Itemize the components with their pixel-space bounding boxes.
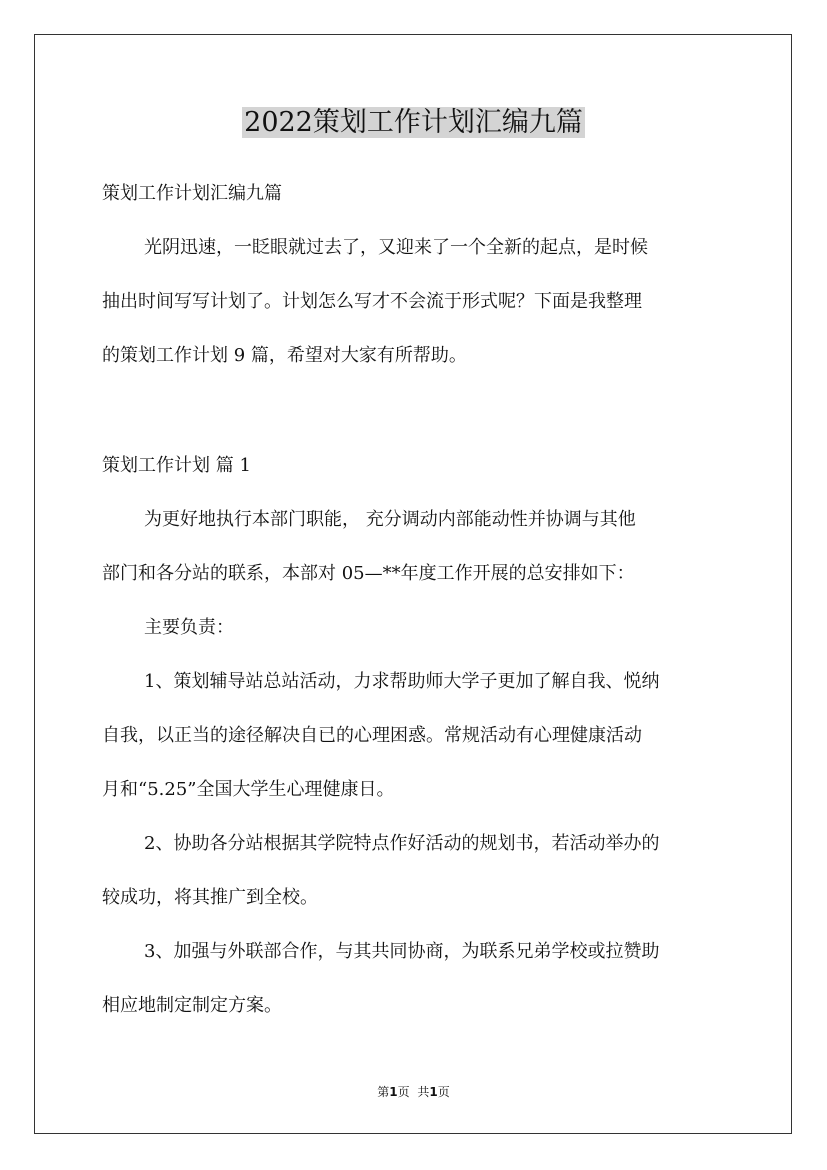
intro-line: 光阴迅速，一眨眼就过去了，又迎来了一个全新的起点，是时候: [144, 237, 648, 258]
footer-page-total: 1: [429, 1085, 438, 1099]
body-line: 较成功，将其推广到全校。: [102, 887, 318, 908]
body-line: 月和“5.25”全国大学生心理健康日。: [102, 779, 395, 800]
intro-line: 的策划工作计划 9 篇，希望对大家有所帮助。: [102, 345, 467, 366]
section-heading: 策划工作计划 篇 1: [102, 455, 251, 476]
document-title: [0, 103, 827, 143]
footer-total-prefix: 共: [417, 1085, 430, 1099]
body-line: 自我，以正当的途径解决自已的心理困惑。常规活动有心理健康活动: [102, 725, 642, 746]
body-line: 1、策划辅导站总站活动，力求帮助师大学子更加了解自我、悦纳: [144, 671, 660, 692]
footer-page-suffix: 页: [397, 1085, 410, 1099]
footer-total-suffix: 页: [437, 1085, 450, 1099]
document-subtitle: 策划工作计划汇编九篇: [102, 183, 282, 204]
body-line: 部门和各分站的联系，本部对 05—**年度工作开展的总安排如下：: [102, 563, 635, 584]
body-line: 3、加强与外联部合作，与其共同协商，为联系兄弟学校或拉赞助: [144, 941, 660, 962]
intro-line: 抽出时间写写计划了。计划怎么写才不会流于形式呢？下面是我整理: [102, 291, 642, 312]
body-line: 相应地制定制定方案。: [102, 995, 282, 1016]
footer-page-current: 1: [389, 1085, 398, 1099]
document-title-text: 2022策划工作计划汇编九篇: [244, 107, 583, 138]
footer-page-prefix: 第: [377, 1085, 390, 1099]
body-line: 2、协助各分站根据其学院特点作好活动的规划书，若活动举办的: [144, 833, 660, 854]
page-footer: [0, 1083, 827, 1101]
body-line: 主要负责：: [144, 617, 234, 638]
body-line: 为更好地执行本部门职能， 充分调动内部能动性并协调与其他: [144, 509, 636, 530]
